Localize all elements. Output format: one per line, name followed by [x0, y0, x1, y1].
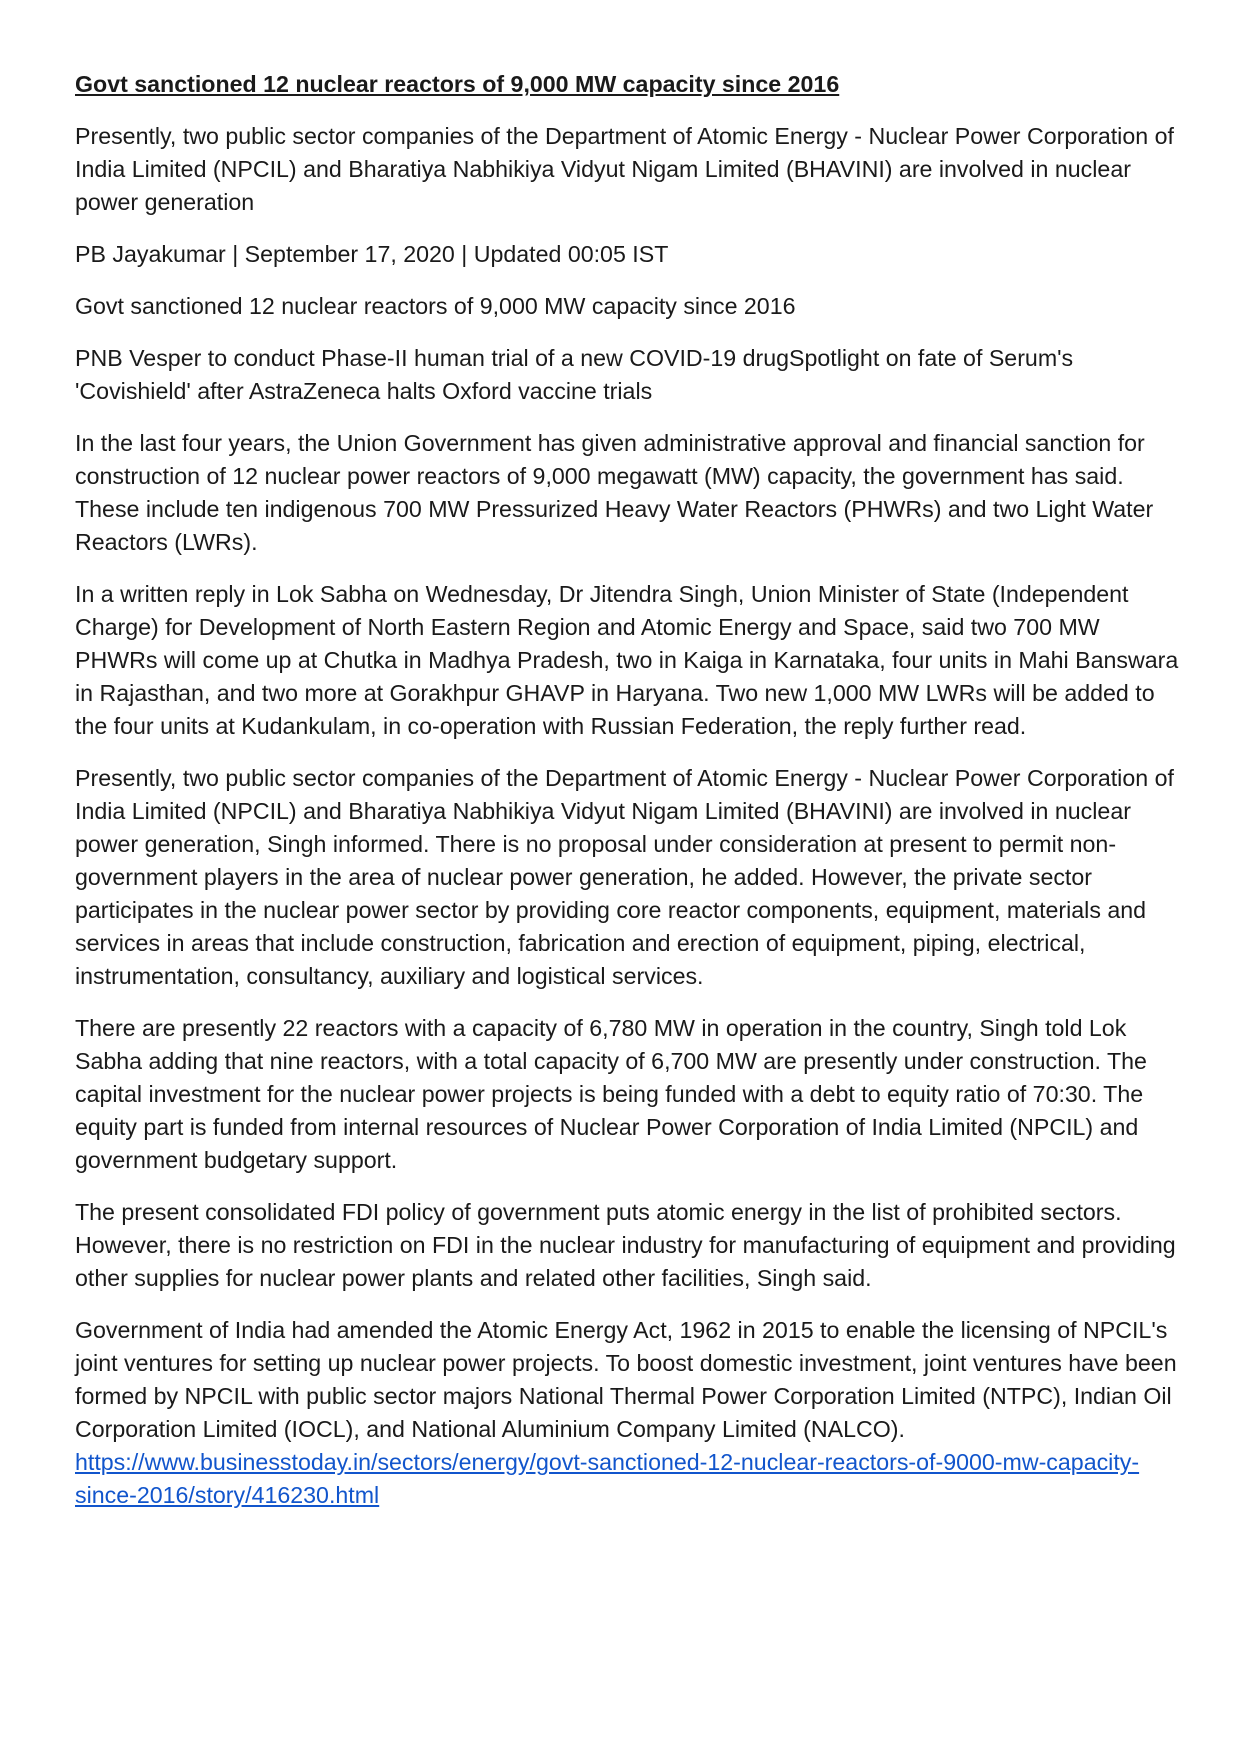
- article-summary: Presently, two public sector companies of the Department of Atomic Energy - Nuclear Power Corporation of India Limited (NPCIL) and Bharatiya Nabhikiya Vidyut Nigam Limited (BHAVINI) are involved in nuclear power generation: [75, 123, 1174, 215]
- article-paragraph: There are presently 22 reactors with a capacity of 6,780 MW in operation in the country, Singh told Lok Sabha adding that nine reactors, with a total capacity of 6,700 MW are presently under construction. The capital investment for the nuclear power projects is being funded with a debt to equity ratio of 70:30. The equity part is funded from internal resources of Nuclear Power Corporation of India Limited (NPCIL) and government budgetary support.: [75, 1015, 1147, 1173]
- related-stories: PNB Vesper to conduct Phase-II human trial of a new COVID-19 drugSpotlight on fate of Serum's 'Covishield' after AstraZeneca halts Oxford vaccine trials: [75, 345, 1074, 404]
- article-paragraph: In a written reply in Lok Sabha on Wednesday, Dr Jitendra Singh, Union Minister of State (Independent Charge) for Development of North Eastern Region and Atomic Energy and Space, said two 700 MW PHWRs will come up at Chutka in Madhya Pradesh, two in Kaiga in Karnataka, four units in Mahi Banswara in Rajasthan, and two more at Gorakhpur GHAVP in Haryana. Two new 1,000 MW LWRs will be added to the four units at Kudankulam, in co-operation with Russian Federation, the reply further read.: [75, 581, 1179, 739]
- article-byline: PB Jayakumar | September 17, 2020 | Updated 00:05 IST: [75, 241, 669, 267]
- article-paragraph: Presently, two public sector companies of the Department of Atomic Energy - Nuclear Power Corporation of India Limited (NPCIL) and Bharatiya Nabhikiya Vidyut Nigam Limited (BHAVINI) are involved in nuclear power generation, Singh informed. There is no proposal under consideration at present to permit non-government players in the area of nuclear power generation, he added. However, the private sector participates in the nuclear power sector by providing core reactor components, equipment, materials and services in areas that include construction, fabrication and erection of equipment, piping, electrical, instrumentation, consultancy, auxiliary and logistical services.: [75, 765, 1174, 989]
- article-paragraph: Government of India had amended the Atomic Energy Act, 1962 in 2015 to enable the licensing of NPCIL's joint ventures for setting up nuclear power projects. To boost domestic investment, joint ventures have been formed by NPCIL with public sector majors National Thermal Power Corporation Limited (NTPC), Indian Oil Corporation Limited (IOCL), and National Aluminium Company Limited (NALCO).: [75, 1317, 1177, 1442]
- article-headline: Govt sanctioned 12 nuclear reactors of 9,000 MW capacity since 2016: [75, 71, 840, 97]
- article-paragraph: The present consolidated FDI policy of government puts atomic energy in the list of prohibited sectors. However, there is no restriction on FDI in the nuclear industry for manufacturing of equipment and providing other supplies for nuclear power plants and related other facilities, Singh said.: [75, 1199, 1176, 1291]
- source-link[interactable]: https://www.businesstoday.in/sectors/energy/govt-sanctioned-12-nuclear-reactors-of-9000-mw-capacity-since-2016/story/416230.html: [75, 1449, 1140, 1508]
- article-paragraph: In the last four years, the Union Government has given administrative approval and financial sanction for construction of 12 nuclear power reactors of 9,000 megawatt (MW) capacity, the government has said. These include ten indigenous 700 MW Pressurized Heavy Water Reactors (PHWRs) and two Light Water Reactors (LWRs).: [75, 430, 1154, 555]
- article-page: [75, 68, 1180, 1512]
- article-repeat-title: Govt sanctioned 12 nuclear reactors of 9,000 MW capacity since 2016: [75, 293, 796, 319]
